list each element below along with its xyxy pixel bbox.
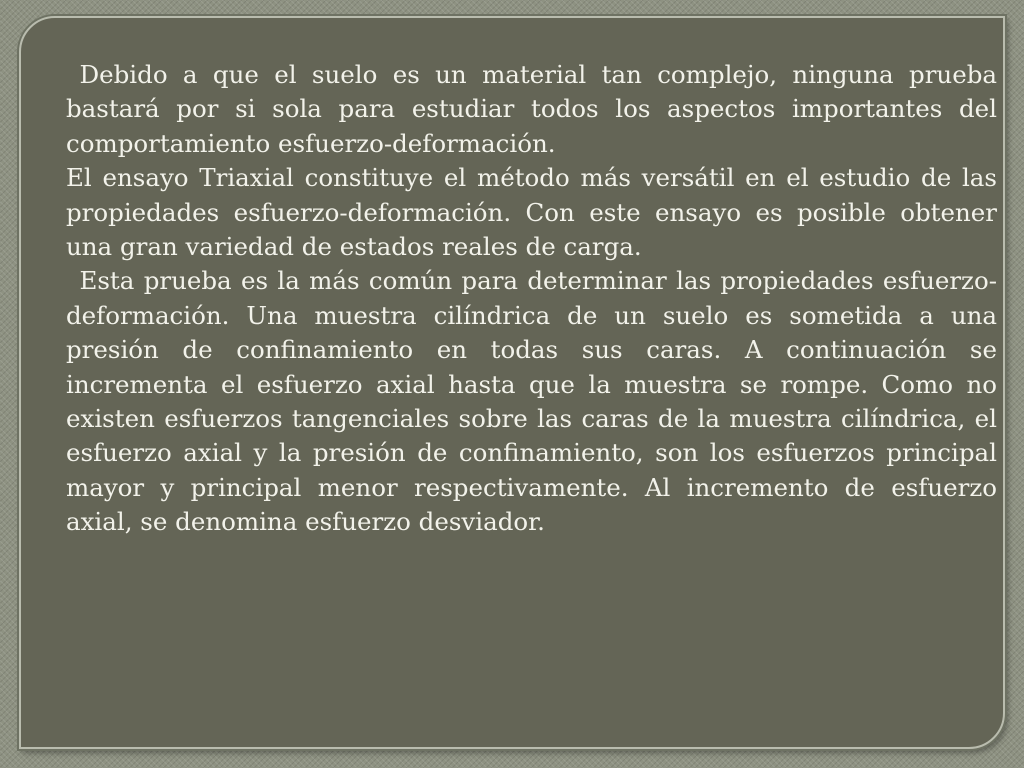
paragraph-triaxial-test: El ensayo Triaxial constituye el método más versátil en el estudio de las propiedades esfuerzo-deformación. Con este ensayo es posible obtener una gran variedad de estados reales de carga. xyxy=(66,163,997,262)
paragraph-test-procedure: Esta prueba es la más común para determinar las propiedades esfuerzo-deformación. Una muestra cilíndrica de un suelo es sometida a una presión de confinamiento en todas sus caras. A continuación se incrementa el esfuerzo axial hasta que la muestra se rompe. Como no existen esfuerzos tangenciales sobre las caras de la muestra cilíndrica, el esfuerzo axial y la presión de confinamiento, son los esfuerzos principal mayor y principal menor respectivamente. Al incremento de esfuerzo axial, se denomina esfuerzo desviador. xyxy=(66,266,997,537)
paragraph-soil-complexity: Debido a que el suelo es un material tan complejo, ninguna prueba bastará por si sola para estudiar todos los aspectos importantes del comportamiento esfuerzo-deformación. xyxy=(66,60,997,158)
slide-text-body xyxy=(66,58,997,540)
